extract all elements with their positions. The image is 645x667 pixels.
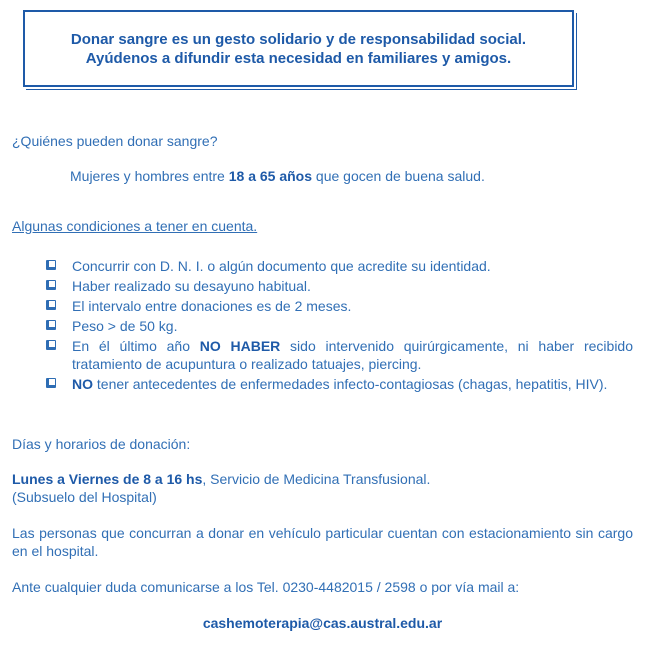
banner-box xyxy=(23,10,574,87)
contact-email: cashemoterapia@cas.austral.edu.ar xyxy=(202,615,443,631)
condition-text-segment: Peso > de 50 kg. xyxy=(72,318,178,334)
condition-text xyxy=(72,277,633,295)
condition-item xyxy=(46,257,633,275)
question-heading: ¿Quiénes pueden donar sangre? xyxy=(12,133,218,149)
checkbox-icon xyxy=(46,378,56,388)
condition-text xyxy=(72,297,633,315)
condition-text xyxy=(72,257,633,275)
condition-text-segment: tener antecedentes de enfermedades infecto-contagiosas (chagas, hepatitis, HIV). xyxy=(93,376,608,392)
schedule-heading: Días y horarios de donación: xyxy=(12,436,191,452)
condition-text xyxy=(72,337,633,373)
condition-item xyxy=(46,337,633,373)
condition-text xyxy=(72,375,633,393)
answer-age-range: 18 a 65 años xyxy=(228,168,313,184)
checkbox-icon xyxy=(46,340,56,350)
answer-suffix: que gocen de buena salud. xyxy=(312,168,485,184)
conditions-list xyxy=(12,257,633,393)
schedule-location: (Subsuelo del Hospital) xyxy=(12,489,157,505)
parking-paragraph: Las personas que concurran a donar en vehículo particular cuentan con estacionamiento sin cargo en el hospital. xyxy=(12,525,633,559)
schedule-line xyxy=(12,470,633,488)
condition-text-segment: sido intervenido quirúrgicamente, ni haber recibido tratamiento de acupuntura o realizado tatuajes, piercing. xyxy=(72,338,634,372)
condition-text xyxy=(72,317,633,335)
banner-line-2: Ayúdenos a difundir esta necesidad en familiares y amigos. xyxy=(85,50,512,67)
condition-text-bold: NO xyxy=(72,376,93,392)
condition-item xyxy=(46,375,633,393)
condition-text-segment: El intervalo entre donaciones es de 2 meses. xyxy=(72,298,352,314)
conditions-heading: Algunas condiciones a tener en cuenta. xyxy=(12,218,258,234)
checkbox-icon xyxy=(46,280,56,290)
document-page xyxy=(0,10,645,632)
answer-line xyxy=(70,167,633,185)
condition-text-segment: Haber realizado su desayuno habitual. xyxy=(72,278,311,294)
schedule-service: , Servicio de Medicina Transfusional. xyxy=(202,471,431,487)
condition-item xyxy=(46,317,633,335)
condition-text-segment: En él último año xyxy=(72,338,200,354)
condition-text-segment: Concurrir con D. N. I. o algún documento que acredite su identidad. xyxy=(72,258,491,274)
banner-line-1: Donar sangre es un gesto solidario y de responsabilidad social. xyxy=(70,31,527,48)
contact-line: Ante cualquier duda comunicarse a los Tel. 0230-4482015 / 2598 o por vía mail a: xyxy=(12,579,520,595)
condition-item xyxy=(46,277,633,295)
checkbox-icon xyxy=(46,320,56,330)
schedule-days-hours: Lunes a Viernes de 8 a 16 hs xyxy=(12,471,203,487)
checkbox-icon xyxy=(46,300,56,310)
condition-text-bold: NO HABER xyxy=(199,338,281,354)
answer-prefix: Mujeres y hombres entre xyxy=(70,168,229,184)
checkbox-icon xyxy=(46,260,56,270)
condition-item xyxy=(46,297,633,315)
